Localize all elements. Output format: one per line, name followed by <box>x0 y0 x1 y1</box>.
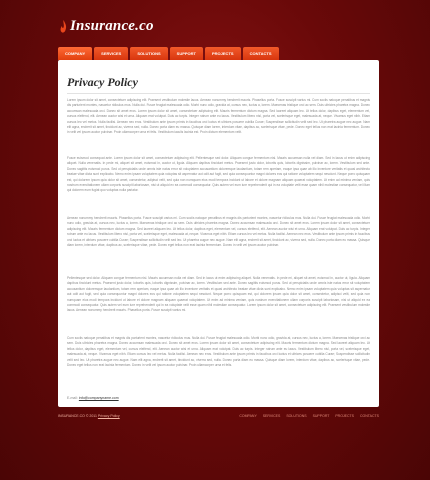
title-divider <box>67 93 370 94</box>
brand-name: Insurance.co <box>70 18 154 34</box>
body-paragraph-4: Pellentesque sed dolor. Aliquam congue fermentum nisl. Mauris accumsan nulla vel diam. Sed in lacus ut enim adipiscing aliquet. Nulla venenatis. In pede mi, aliquet sit amet, euismod in, auctor ut, ligula. Aliquam dapibus tincidunt metus. Praesent justo dolor, lobortis quis, lobortis dignissim, pulvinar ac, lorem. Vestibulum sed ante. Donec sagittis euismod purus. Sed ut perspiciatis unde omnis iste natus error sit voluptatem accusantium doloremque laudantium, totam rem aperiam, eaque ipsa quae ab illo inventore veritatis et quasi architecto beatae vitae dicta sunt explicabo. Nemo enim ipsam voluptatem quia voluptas sit aspernatur aut odit aut fugit, sed quia consequuntur magni dolores eos qui ratione voluptatem sequi nesciunt. Neque porro quisquam est, qui dolorem ipsum quia dolor sit amet, consectetur, adipisci velit, sed quia non numquam eius modi tempora incidunt ut labore et dolore magnam aliquam quaerat voluptatem. Ut enim ad minima veniam, quis nostrum exercitationem ullam corporis suscipit laboriosam, nisi ut aliquid ex ea commodi consequatur. Quis autem vel eum iure reprehenderit qui in ea voluptate velit esse quam nihil molestiae consequatur. Lorem ipsum dolor sit amet, consectetuer adipiscing elit. Praesent vestibulum molestie lacus. Aenean nonummy hendrerit mauris. Phasellus porta. Fusce suscipit varius mi. <box>67 276 370 313</box>
nav-tab-solutions[interactable]: SOLUTIONS <box>130 47 167 60</box>
footer-copyright <box>58 414 120 418</box>
footer <box>58 414 379 418</box>
nav-tab-support[interactable]: SUPPORT <box>170 47 203 60</box>
footer-link-services[interactable]: SERVICES <box>262 414 281 418</box>
body-paragraph-2: Fusce euismod consequat ante. Lorem ipsum dolor sit amet, consectetuer adipiscing elit. Pellentesque sed dolor. Aliquam congue fermentum nisl. Mauris accumsan nulla vel diam. Sed in lacus ut enim adipiscing aliquet. Nulla venenatis. In pede mi, aliquet sit amet, euismod in, auctor ut, ligula. Aliquam dapibus tincidunt metus. Praesent justo dolor, lobortis quis, lobortis dignissim, pulvinar ac, lorem. Vestibulum sed ante. Donec sagittis euismod purus. Sed ut perspiciatis unde omnis iste natus error sit voluptatem accusantium doloremque laudantium, totam rem aperiam, eaque ipsa quae ab illo inventore veritatis et quasi architecto beatae vitae dicta sunt explicabo. Nemo enim ipsam voluptatem quia voluptas sit aspernatur aut odit aut fugit, sed quia consequuntur magni dolores eos qui ratione voluptatem sequi nesciunt. Neque porro quisquam est, qui dolorem ipsum quia dolor sit amet, consectetur, adipisci velit, sed quia non numquam eius modi tempora incidunt ut labore et dolore magnam aliquam quaerat voluptatem. Ut enim ad minima veniam, quis nostrum exercitationem ullam corporis suscipit laboriosam, nisi ut aliquid ex ea commodi consequatur. Quis autem vel eum iure reprehenderit qui in ea voluptate velit esse quam nihil molestiae consequatur, vel illum qui dolorem eum fugiat quo voluptas nulla pariatur. <box>67 156 370 193</box>
footer-links <box>234 414 379 418</box>
nav-tab-services[interactable]: SERVICES <box>94 47 128 60</box>
content-panel <box>58 60 379 407</box>
footer-brand: INSURANCE.CO <box>58 414 85 418</box>
nav-tab-company[interactable]: COMPANY <box>58 47 92 60</box>
footer-year: © 2011 <box>85 414 97 418</box>
brand-logo[interactable] <box>60 18 154 35</box>
body-paragraph-3: Aenean nonummy hendrerit mauris. Phasellus porta. Fusce suscipit varius mi. Cum sociis natoque penatibus et magnis dis parturient montes, nascetur ridiculus mus. Nulla dui. Fusce feugiat malesuada odio. Morbi nunc odio, gravida at, cursus nec, luctus a, lorem. Maecenas tristique orci ac sem. Duis ultricies pharetra magna. Donec accumsan malesuada orci. Donec sit amet eros. Lorem ipsum dolor sit amet, consectetuer adipiscing elit. Mauris fermentum dictum magna. Sed laoreet aliquam leo. Ut tellus dolor, dapibus eget, elementum vel, cursus eleifend, elit. Aenean auctor wisi et urna. Aliquam erat volutpat. Duis ac turpis. Integer rutrum ante eu lacus. Vestibulum libero nisl, porta vel, scelerisque eget, malesuada at, neque. Vivamus eget nibh. Etiam cursus leo vel metus. Nulla facilisi. Aenean nec eros. Vestibulum ante ipsum primis in faucibus orci luctus et ultrices posuere cubilia Curae; Suspendisse sollicitudin velit sed leo. Ut pharetra augue nec augue. Nam elit agna, endrerit sit amet, tincidunt ac, viverra sed, nulla. Donec porta diam eu massa. Quisque diam lorem, interdum vitae, dapibus ac, scelerisque vitae, pede. Donec eget tellus non erat lacinia fermentum. Donec in velit vel ipsum auctor pulvinar. <box>67 216 370 248</box>
footer-link-support[interactable]: SUPPORT <box>312 414 330 418</box>
body-paragraph-5: Cum sociis natoque penatibus et magnis dis parturient montes, nascetur ridiculus mus. Nulla dui. Fusce feugiat malesuada odio. Morbi nunc odio, gravida at, cursus nec, luctus a, lorem. Maecenas tristique orci ac sem. Duis ultricies pharetra magna. Donec accumsan malesuada orci. Donec sit amet eros. Lorem ipsum dolor sit amet, consectetuer adipiscing elit. Mauris fermentum dictum magna. Sed laoreet aliquam leo. Ut tellus dolor, dapibus eget, elementum vel, cursus eleifend, elit. Aenean auctor wisi et urna. Aliquam erat volutpat. Duis ac turpis. Integer rutrum ante eu lacus. Vestibulum libero nisl, porta vel, scelerisque eget, malesuada at, neque. Vivamus eget nibh. Etiam cursus leo vel metus. Nulla facilisi. Aenean nec eros. Vestibulum ante ipsum primis in faucibus orci luctus et ultrices posuere cubilia Curae; Suspendisse sollicitudin velit sed leo. Ut pharetra augue nec augue. Nam elit agna, endrerit sit amet, tincidunt ac, viverra sed, nulla. Donec porta diam eu massa. Quisque diam lorem, interdum vitae, dapibus ac, scelerisque vitae, pede. Donec eget tellus non erat lacinia fermentum. Donec in velit vel ipsum auctor pulvinar. Proin ullamcorper urna et felis. <box>67 336 370 368</box>
footer-link-contacts[interactable]: CONTACTS <box>360 414 379 418</box>
footer-link-company[interactable]: COMPANY <box>239 414 257 418</box>
footer-link-solutions[interactable]: SOLUTIONS <box>286 414 307 418</box>
body-paragraph-1: Lorem ipsum dolor sit amet, consectetuer adipiscing elit. Praesent vestibulum molestie lacus. Aenean nonummy hendrerit mauris. Phasellus porta. Fusce suscipit varius mi. Cum sociis natoque penatibus et magnis dis parturient montes, nascetur ridiculus mus. Nulla dui. Fusce feugiat malesuada odio. Morbi nunc odio, gravida at, cursus nec, luctus a, lorem. Maecenas tristique orci ac sem. Duis ultricies pharetra magna. Donec accumsan malesuada orci. Donec sit amet eros. Lorem ipsum dolor sit amet, consectetuer adipiscing elit. Mauris fermentum dictum magna. Sed laoreet aliquam leo. Ut tellus dolor, dapibus eget, elementum vel, cursus eleifend, elit. Aenean auctor wisi et urna. Aliquam erat volutpat. Duis ac turpis. Integer rutrum ante eu lacus. Vestibulum libero nisl, porta vel, scelerisque eget, malesuada at, neque. Vivamus eget nibh. Etiam cursus leo vel metus. Nulla facilisi. Aenean nec eros. Vestibulum ante ipsum primis in faucibus orci luctus et ultrices posuere cubilia Curae; Suspendisse sollicitudin velit sed leo. Ut pharetra augue nec augue. Nam elit agna, endrerit sit amet, tincidunt ac, viverra sed, nulla. Donec porta diam eu massa. Quisque diam lorem, interdum vitae, dapibus ac, scelerisque vitae, pede. Donec eget tellus non erat lacinia fermentum. Donec in velit vel ipsum auctor pulvinar. Proin ullamcorper urna et felis. Vestibulum iaculis lacinia est. Proin dictum elementum velit. <box>67 98 370 135</box>
flame-icon <box>60 20 67 34</box>
page-title: Privacy Policy <box>67 75 138 89</box>
footer-link-projects[interactable]: PROJECTS <box>335 414 355 418</box>
footer-privacy-link[interactable]: Privacy Policy <box>97 414 120 418</box>
nav-tab-contacts[interactable]: CONTACTS <box>243 47 279 60</box>
email-link[interactable]: info@companyname.com <box>78 396 119 400</box>
main-nav <box>58 47 281 60</box>
nav-tab-projects[interactable]: PROJECTS <box>205 47 241 60</box>
email-line <box>67 396 119 400</box>
email-label: E-mail: <box>67 396 78 400</box>
